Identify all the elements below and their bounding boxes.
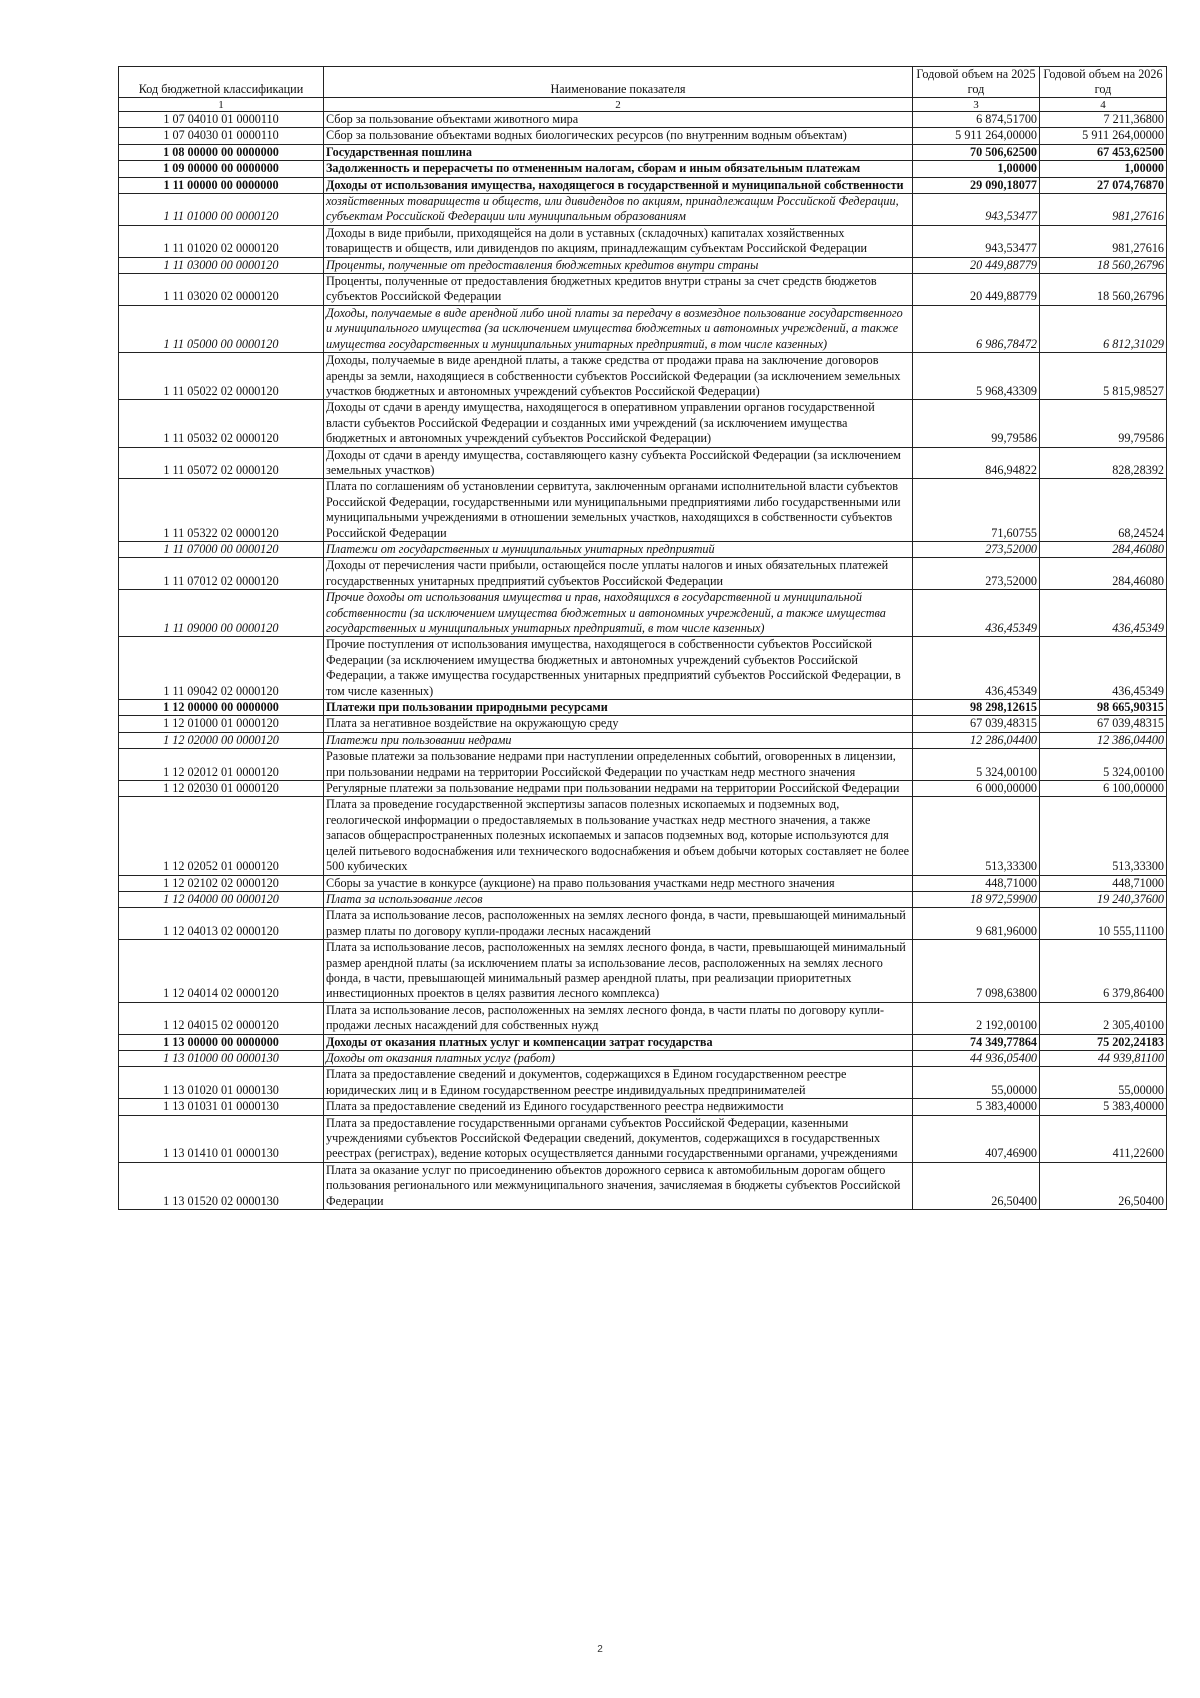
- budget-code-cell: 1 12 04015 02 0000120: [119, 1002, 324, 1034]
- indicator-name-cell: Плата за использование лесов, расположенных на землях лесного фонда, в части, превышающей минимальный размер арендной платы (за исключением платы за использование лесов, расположенных на землях лесного фонда, в части, превышающей минимальный размер арендной платы, при реализации приоритетных инвестиционных проектов в целях развития лесного комплекса): [324, 940, 913, 1003]
- budget-code-cell: 1 11 03020 02 0000120: [119, 274, 324, 306]
- indicator-name-cell: Доходы от сдачи в аренду имущества, находящегося в оперативном управлении органов государственной власти субъектов Российской Федерации и созданных ими учреждений (за исключением имущества бюджетных и автономных учреждений субъектов Российской Федерации): [324, 400, 913, 447]
- amount-2026-cell: 68,24524: [1040, 479, 1167, 542]
- amount-2026-cell: 436,45349: [1040, 590, 1167, 637]
- amount-2025-cell: 5 383,40000: [913, 1099, 1040, 1115]
- amount-2026-cell: 981,27616: [1040, 194, 1167, 226]
- amount-2025-cell: 943,53477: [913, 194, 1040, 226]
- table-row: [119, 225, 1167, 257]
- budget-code-cell: 1 12 02102 02 0000120: [119, 875, 324, 891]
- table-body: [119, 112, 1167, 1210]
- column-number-3: 3: [913, 98, 1040, 112]
- indicator-name-cell: Плата по соглашениям об установлении сервитута, заключенным органами исполнительной власти субъектов Российской Федерации, государственными или муниципальными предприятиями либо государственными или муниципальными учреждениями в отношении земельных участков, находящихся в собственности субъектов Российской Федерации: [324, 479, 913, 542]
- amount-2025-cell: 67 039,48315: [913, 716, 1040, 732]
- amount-2025-cell: 18 972,59900: [913, 891, 1040, 907]
- indicator-name-cell: Плата за проведение государственной экспертизы запасов полезных ископаемых и подземных вод, геологической информации о предоставляемых в пользование участках недр местного значения, а также запасов общераспространенных полезных ископаемых и запасов подземных вод, которые используются для целей питьевого водоснабжения или технического водоснабжения и объем добычи которых составляет не более 500 кубических: [324, 797, 913, 875]
- amount-2026-cell: 5 911 264,00000: [1040, 128, 1167, 144]
- budget-code-cell: 1 11 03000 00 0000120: [119, 257, 324, 273]
- amount-2025-cell: 20 449,88779: [913, 274, 1040, 306]
- table-row: [119, 716, 1167, 732]
- budget-code-cell: 1 12 02030 01 0000120: [119, 781, 324, 797]
- indicator-name-cell: Доходы от перечисления части прибыли, остающейся после уплаты налогов и иных обязательных платежей государственных унитарных предприятий субъектов Российской Федерации: [324, 558, 913, 590]
- indicator-name-cell: Прочие доходы от использования имущества и прав, находящихся в государственной и муниципальной собственности (за исключением имущества бюджетных и автономных учреждений, а также имущества государственных и муниципальных унитарных предприятий, в том числе казенных): [324, 590, 913, 637]
- budget-code-cell: 1 13 01031 01 0000130: [119, 1099, 324, 1115]
- indicator-name-cell: Государственная пошлина: [324, 144, 913, 160]
- budget-code-cell: 1 13 01020 01 0000130: [119, 1067, 324, 1099]
- amount-2026-cell: 284,46080: [1040, 541, 1167, 557]
- amount-2026-cell: 828,28392: [1040, 447, 1167, 479]
- indicator-name-cell: Доходы, получаемые в виде арендной либо иной платы за передачу в возмездное пользование государственного и муниципального имущества (за исключением имущества бюджетных и автономных учреждений, а также имущества государственных и муниципальных унитарных предприятий, в том числе казенных): [324, 305, 913, 352]
- amount-2025-cell: 6 986,78472: [913, 305, 1040, 352]
- indicator-name-cell: Прочие поступления от использования имущества, находящегося в собственности субъектов Российской Федерации (за исключением имущества бюджетных и автономных учреждений субъектов Российской Федерации, а также имущества государственных унитарных предприятий субъектов Российской Федерации, в том числе казенных): [324, 637, 913, 700]
- amount-2025-cell: 5 324,00100: [913, 749, 1040, 781]
- header-year-2025: Годовой объем на 2025 год: [913, 67, 1040, 98]
- budget-code-cell: 1 13 01000 00 0000130: [119, 1050, 324, 1066]
- amount-2026-cell: 12 386,04400: [1040, 732, 1167, 748]
- indicator-name-cell: Регулярные платежи за пользование недрами при пользовании недрами на территории Российской Федерации: [324, 781, 913, 797]
- table-row: [119, 797, 1167, 875]
- table-row: [119, 1034, 1167, 1050]
- indicator-name-cell: Плата за предоставление сведений из Единого государственного реестра недвижимости: [324, 1099, 913, 1115]
- column-number-1: 1: [119, 98, 324, 112]
- amount-2025-cell: 20 449,88779: [913, 257, 1040, 273]
- amount-2026-cell: 411,22600: [1040, 1115, 1167, 1162]
- budget-code-cell: 1 11 01000 00 0000120: [119, 194, 324, 226]
- budget-code-cell: 1 08 00000 00 0000000: [119, 144, 324, 160]
- table-row: [119, 781, 1167, 797]
- amount-2025-cell: 44 936,05400: [913, 1050, 1040, 1066]
- table-row: [119, 479, 1167, 542]
- indicator-name-cell: Платежи при пользовании недрами: [324, 732, 913, 748]
- budget-code-cell: 1 11 07012 02 0000120: [119, 558, 324, 590]
- amount-2026-cell: 5 383,40000: [1040, 1099, 1167, 1115]
- indicator-name-cell: Сбор за пользование объектами животного мира: [324, 112, 913, 128]
- table-row: [119, 558, 1167, 590]
- amount-2025-cell: 12 286,04400: [913, 732, 1040, 748]
- amount-2026-cell: 18 560,26796: [1040, 257, 1167, 273]
- amount-2025-cell: 6 874,51700: [913, 112, 1040, 128]
- indicator-name-cell: Проценты, полученные от предоставления бюджетных кредитов внутри страны за счет средств бюджетов субъектов Российской Федерации: [324, 274, 913, 306]
- indicator-name-cell: Плата за использование лесов, расположенных на землях лесного фонда, в части, превышающей минимальный размер платы по договору купли-продажи лесных насаждений: [324, 908, 913, 940]
- table-row: [119, 305, 1167, 352]
- budget-code-cell: 1 09 00000 00 0000000: [119, 161, 324, 177]
- budget-code-cell: 1 13 00000 00 0000000: [119, 1034, 324, 1050]
- page-number: 2: [597, 1644, 603, 1655]
- indicator-name-cell: Платежи при пользовании природными ресурсами: [324, 700, 913, 716]
- amount-2025-cell: 7 098,63800: [913, 940, 1040, 1003]
- amount-2025-cell: 99,79586: [913, 400, 1040, 447]
- amount-2025-cell: 71,60755: [913, 479, 1040, 542]
- table-row: [119, 732, 1167, 748]
- amount-2025-cell: 448,71000: [913, 875, 1040, 891]
- table-row: [119, 541, 1167, 557]
- indicator-name-cell: Доходы от использования имущества, находящегося в государственной и муниципальной собственности: [324, 177, 913, 193]
- amount-2026-cell: 55,00000: [1040, 1067, 1167, 1099]
- indicator-name-cell: Доходы от сдачи в аренду имущества, составляющего казну субъекта Российской Федерации (за исключением земельных участков): [324, 447, 913, 479]
- amount-2026-cell: 99,79586: [1040, 400, 1167, 447]
- table-row: [119, 700, 1167, 716]
- amount-2026-cell: 5 815,98527: [1040, 353, 1167, 400]
- indicator-name-cell: Платежи от государственных и муниципальных унитарных предприятий: [324, 541, 913, 557]
- budget-code-cell: 1 07 04030 01 0000110: [119, 128, 324, 144]
- budget-code-cell: 1 11 05000 00 0000120: [119, 305, 324, 352]
- amount-2025-cell: 273,52000: [913, 541, 1040, 557]
- indicator-name-cell: Разовые платежи за пользование недрами при наступлении определенных событий, оговоренных в лицензии, при пользовании недрами на территории Российской Федерации по участкам недр местного значения: [324, 749, 913, 781]
- indicator-name-cell: Доходы от оказания платных услуг и компенсации затрат государства: [324, 1034, 913, 1050]
- amount-2025-cell: 5 911 264,00000: [913, 128, 1040, 144]
- header-name: Наименование показателя: [324, 67, 913, 98]
- budget-code-cell: 1 12 00000 00 0000000: [119, 700, 324, 716]
- amount-2025-cell: 26,50400: [913, 1162, 1040, 1209]
- table-row: [119, 590, 1167, 637]
- amount-2026-cell: 10 555,11100: [1040, 908, 1167, 940]
- table-row: [119, 637, 1167, 700]
- amount-2025-cell: 943,53477: [913, 225, 1040, 257]
- table-row: [119, 161, 1167, 177]
- amount-2025-cell: 2 192,00100: [913, 1002, 1040, 1034]
- amount-2026-cell: 2 305,40100: [1040, 1002, 1167, 1034]
- indicator-name-cell: Плата за оказание услуг по присоединению объектов дорожного сервиса к автомобильным дорогам общего пользования регионального или межмуниципального значения, зачисляемая в бюджеты субъектов Российской Федерации: [324, 1162, 913, 1209]
- indicator-name-cell: хозяйственных товариществ и обществ, или дивидендов по акциям, принадлежащим Российской Федерации, субъектам Российской Федерации или муниципальным образованиям: [324, 194, 913, 226]
- table-row: [119, 1099, 1167, 1115]
- table-row: [119, 353, 1167, 400]
- amount-2025-cell: 436,45349: [913, 590, 1040, 637]
- amount-2026-cell: 27 074,76870: [1040, 177, 1167, 193]
- table-row: [119, 891, 1167, 907]
- amount-2025-cell: 846,94822: [913, 447, 1040, 479]
- budget-code-cell: 1 11 05032 02 0000120: [119, 400, 324, 447]
- column-number-4: 4: [1040, 98, 1167, 112]
- amount-2025-cell: 273,52000: [913, 558, 1040, 590]
- indicator-name-cell: Сборы за участие в конкурсе (аукционе) на право пользования участками недр местного значения: [324, 875, 913, 891]
- table-row: [119, 1002, 1167, 1034]
- amount-2026-cell: 5 324,00100: [1040, 749, 1167, 781]
- budget-code-cell: 1 07 04010 01 0000110: [119, 112, 324, 128]
- table-row: [119, 177, 1167, 193]
- amount-2025-cell: 6 000,00000: [913, 781, 1040, 797]
- budget-table: [118, 66, 1167, 1210]
- amount-2026-cell: 513,33300: [1040, 797, 1167, 875]
- amount-2026-cell: 6 812,31029: [1040, 305, 1167, 352]
- amount-2026-cell: 981,27616: [1040, 225, 1167, 257]
- table-row: [119, 749, 1167, 781]
- table-row: [119, 875, 1167, 891]
- amount-2026-cell: 436,45349: [1040, 637, 1167, 700]
- amount-2025-cell: 70 506,62500: [913, 144, 1040, 160]
- indicator-name-cell: Плата за предоставление государственными органами субъектов Российской Федерации, казенными учреждениями субъектов Российской Федерации сведений, документов, содержащихся в государственных реестрах (регистрах), ведение которых осуществляется данными государственными органами, учреждениями: [324, 1115, 913, 1162]
- amount-2026-cell: 67 453,62500: [1040, 144, 1167, 160]
- amount-2025-cell: 436,45349: [913, 637, 1040, 700]
- budget-code-cell: 1 11 01020 02 0000120: [119, 225, 324, 257]
- budget-code-cell: 1 12 02052 01 0000120: [119, 797, 324, 875]
- amount-2026-cell: 7 211,36800: [1040, 112, 1167, 128]
- table-row: [119, 1050, 1167, 1066]
- header-code: Код бюджетной классификации: [119, 67, 324, 98]
- indicator-name-cell: Плата за негативное воздействие на окружающую среду: [324, 716, 913, 732]
- amount-2026-cell: 284,46080: [1040, 558, 1167, 590]
- amount-2026-cell: 19 240,37600: [1040, 891, 1167, 907]
- amount-2026-cell: 18 560,26796: [1040, 274, 1167, 306]
- table-row: [119, 194, 1167, 226]
- amount-2026-cell: 44 939,81100: [1040, 1050, 1167, 1066]
- amount-2025-cell: 98 298,12615: [913, 700, 1040, 716]
- amount-2025-cell: 5 968,43309: [913, 353, 1040, 400]
- indicator-name-cell: Доходы в виде прибыли, приходящейся на доли в уставных (складочных) капиталах хозяйственных товариществ и обществ, или дивидендов по акциям, принадлежащим субъектам Российской Федерации: [324, 225, 913, 257]
- indicator-name-cell: Плата за использование лесов: [324, 891, 913, 907]
- table-row: [119, 257, 1167, 273]
- amount-2025-cell: 1,00000: [913, 161, 1040, 177]
- budget-code-cell: 1 11 05022 02 0000120: [119, 353, 324, 400]
- budget-code-cell: 1 11 09042 02 0000120: [119, 637, 324, 700]
- indicator-name-cell: Доходы от оказания платных услуг (работ): [324, 1050, 913, 1066]
- amount-2026-cell: 6 100,00000: [1040, 781, 1167, 797]
- header-year-2026: Годовой объем на 2026 год: [1040, 67, 1167, 98]
- table-row: [119, 1115, 1167, 1162]
- budget-code-cell: 1 12 04013 02 0000120: [119, 908, 324, 940]
- amount-2026-cell: 98 665,90315: [1040, 700, 1167, 716]
- table-row: [119, 1067, 1167, 1099]
- table-row: [119, 447, 1167, 479]
- budget-code-cell: 1 13 01520 02 0000130: [119, 1162, 324, 1209]
- indicator-name-cell: Проценты, полученные от предоставления бюджетных кредитов внутри страны: [324, 257, 913, 273]
- table-row: [119, 1162, 1167, 1209]
- amount-2026-cell: 67 039,48315: [1040, 716, 1167, 732]
- budget-code-cell: 1 11 09000 00 0000120: [119, 590, 324, 637]
- table-row: [119, 400, 1167, 447]
- budget-code-cell: 1 12 02012 01 0000120: [119, 749, 324, 781]
- budget-code-cell: 1 11 07000 00 0000120: [119, 541, 324, 557]
- amount-2026-cell: 26,50400: [1040, 1162, 1167, 1209]
- column-number-2: 2: [324, 98, 913, 112]
- indicator-name-cell: Задолженность и перерасчеты по отмененным налогам, сборам и иным обязательным платежам: [324, 161, 913, 177]
- amount-2025-cell: 55,00000: [913, 1067, 1040, 1099]
- budget-code-cell: 1 13 01410 01 0000130: [119, 1115, 324, 1162]
- amount-2026-cell: 448,71000: [1040, 875, 1167, 891]
- amount-2025-cell: 513,33300: [913, 797, 1040, 875]
- table-row: [119, 274, 1167, 306]
- budget-code-cell: 1 11 00000 00 0000000: [119, 177, 324, 193]
- table-row: [119, 112, 1167, 128]
- table-header: [119, 67, 1167, 112]
- budget-code-cell: 1 12 04000 00 0000120: [119, 891, 324, 907]
- budget-code-cell: 1 12 01000 01 0000120: [119, 716, 324, 732]
- amount-2026-cell: 6 379,86400: [1040, 940, 1167, 1003]
- budget-code-cell: 1 12 04014 02 0000120: [119, 940, 324, 1003]
- amount-2025-cell: 29 090,18077: [913, 177, 1040, 193]
- table-row: [119, 940, 1167, 1003]
- amount-2025-cell: 9 681,96000: [913, 908, 1040, 940]
- amount-2025-cell: 407,46900: [913, 1115, 1040, 1162]
- amount-2026-cell: 1,00000: [1040, 161, 1167, 177]
- amount-2026-cell: 75 202,24183: [1040, 1034, 1167, 1050]
- budget-code-cell: 1 11 05072 02 0000120: [119, 447, 324, 479]
- table-row: [119, 144, 1167, 160]
- budget-code-cell: 1 11 05322 02 0000120: [119, 479, 324, 542]
- budget-code-cell: 1 12 02000 00 0000120: [119, 732, 324, 748]
- indicator-name-cell: Доходы, получаемые в виде арендной платы, а также средства от продажи права на заключение договоров аренды за земли, находящиеся в собственности субъектов Российской Федерации (за исключением земельных участков бюджетных и автономных учреждений субъектов Российской Федерации): [324, 353, 913, 400]
- indicator-name-cell: Сбор за пользование объектами водных биологических ресурсов (по внутренним водным объектам): [324, 128, 913, 144]
- indicator-name-cell: Плата за предоставление сведений и документов, содержащихся в Едином государственном реестре юридических лиц и в Едином государственном реестре индивидуальных предпринимателей: [324, 1067, 913, 1099]
- table-row: [119, 128, 1167, 144]
- indicator-name-cell: Плата за использование лесов, расположенных на землях лесного фонда, в части платы по договору купли-продажи лесных насаждений для собственных нужд: [324, 1002, 913, 1034]
- budget-sheet: [118, 66, 1166, 1210]
- table-row: [119, 908, 1167, 940]
- amount-2025-cell: 74 349,77864: [913, 1034, 1040, 1050]
